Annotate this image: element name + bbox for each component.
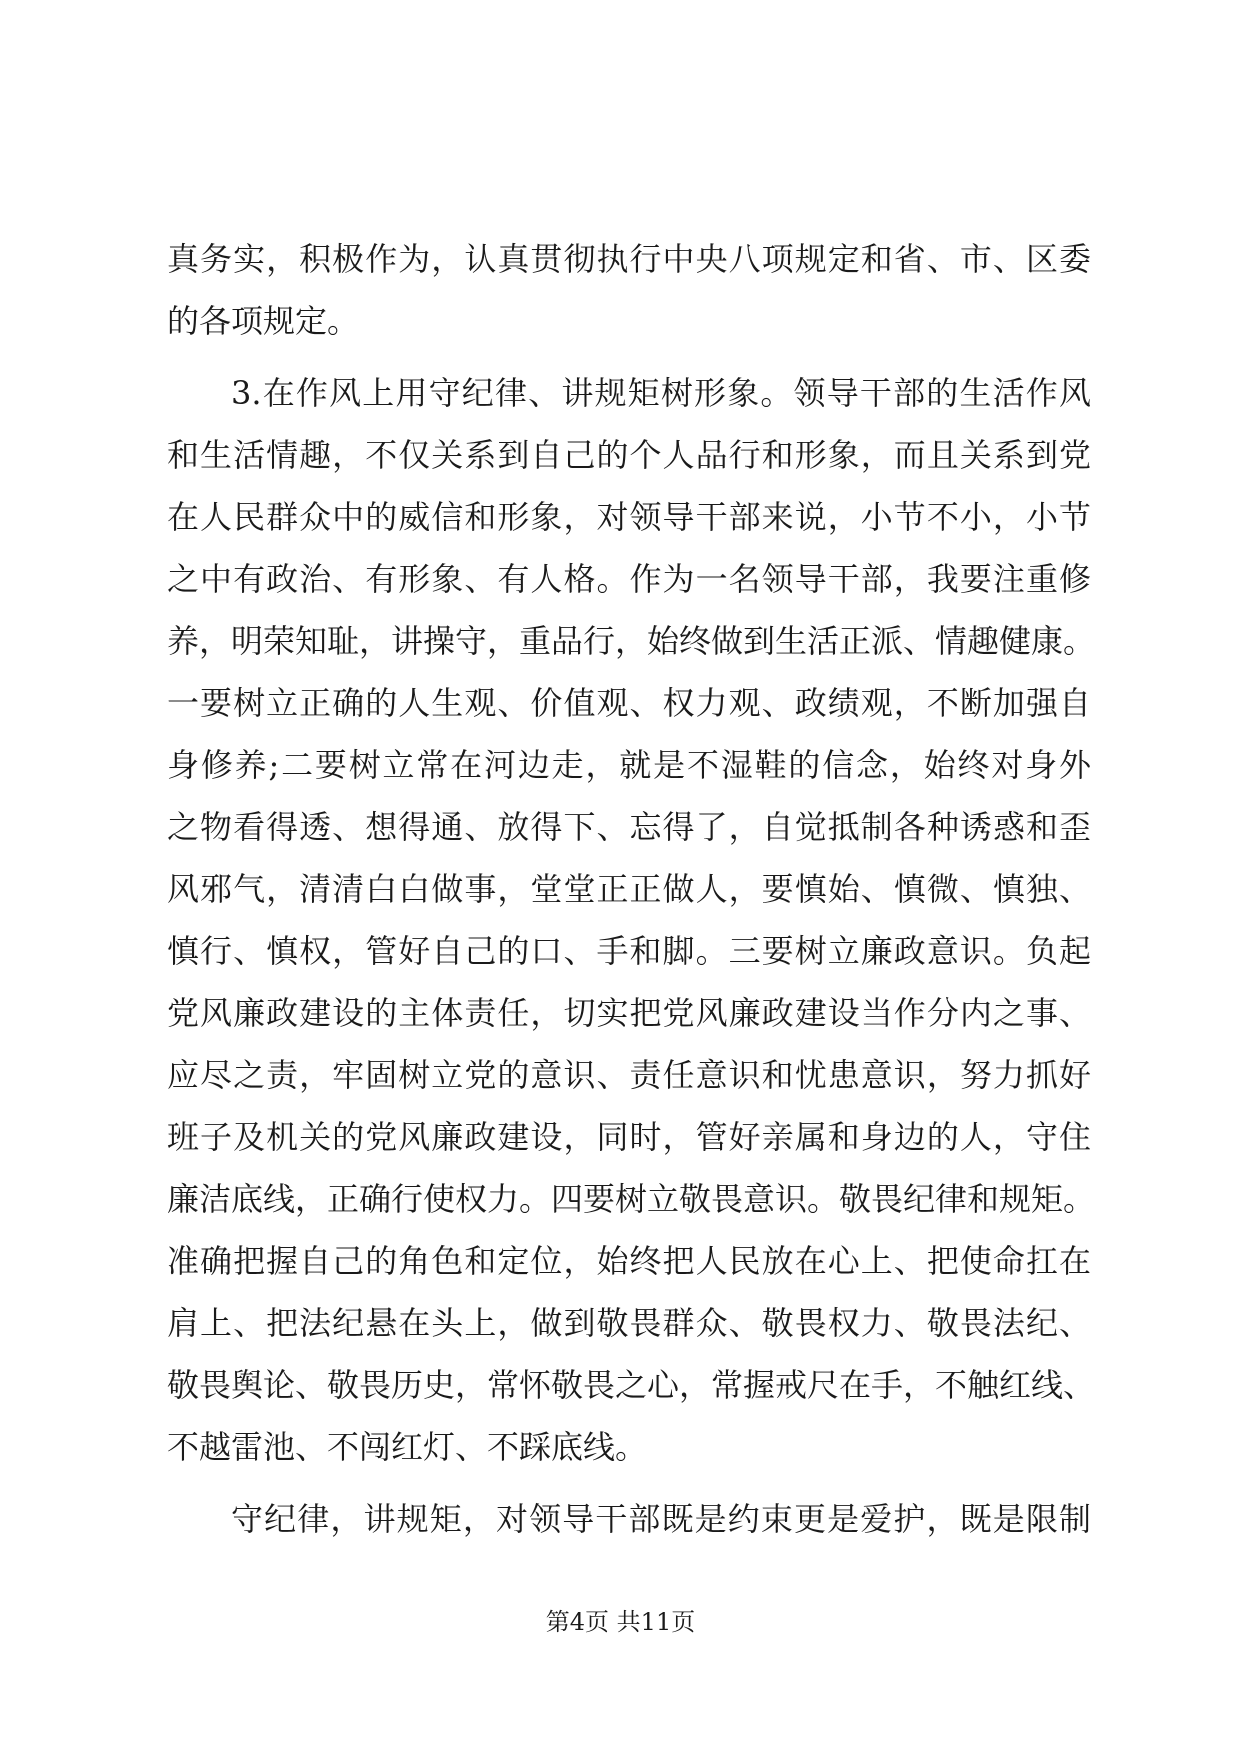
- text-line: 班子及机关的党风廉政建设，同时，管好亲属和身边的人，守住: [167, 1118, 1091, 1156]
- text-line: 应尽之责，牢固树立党的意识、责任意识和忧患意识，努力抓好: [167, 1056, 1091, 1094]
- text-line: 和生活情趣，不仅关系到自己的个人品行和形象，而且关系到党: [167, 436, 1091, 474]
- text-line: 之中有政治、有形象、有人格。作为一名领导干部，我要注重修: [167, 560, 1091, 598]
- paragraph-heading-line: 3.在作风上用守纪律、讲规矩树形象。领导干部的生活作风: [231, 374, 1091, 412]
- text-line: 慎行、慎权，管好自己的口、手和脚。三要树立廉政意识。负起: [167, 932, 1091, 970]
- text-line: 真务实，积极作为，认真贯彻执行中央八项规定和省、市、区委: [167, 240, 1091, 278]
- text-line: 不越雷池、不闯红灯、不踩底线。: [167, 1428, 648, 1466]
- page-number-footer: 第4页 共11页: [545, 1608, 696, 1636]
- text-line: 在人民群众中的威信和形象，对领导干部来说，小节不小，小节: [167, 498, 1091, 536]
- text-line: 风邪气，清清白白做事，堂堂正正做人，要慎始、慎微、慎独、: [167, 870, 1091, 908]
- text-line: 之物看得透、想得通、放得下、忘得了，自觉抵制各种诱惑和歪: [167, 808, 1091, 846]
- text-line: 一要树立正确的人生观、价值观、权力观、政绩观，不断加强自: [167, 684, 1091, 722]
- text-line: 准确把握自己的角色和定位，始终把人民放在心上、把使命扛在: [167, 1242, 1091, 1280]
- paragraph-start-line: 守纪律，讲规矩，对领导干部既是约束更是爱护，既是限制: [231, 1500, 1091, 1538]
- text-line: 身修养;二要树立常在河边走，就是不湿鞋的信念，始终对身外: [167, 746, 1091, 784]
- text-line: 党风廉政建设的主体责任，切实把党风廉政建设当作分内之事、: [167, 994, 1091, 1032]
- text-line: 养，明荣知耻，讲操守，重品行，始终做到生活正派、情趣健康。: [167, 622, 1096, 660]
- text-line: 敬畏舆论、敬畏历史，常怀敬畏之心，常握戒尺在手，不触红线、: [167, 1366, 1096, 1404]
- text-line: 肩上、把法纪悬在头上，做到敬畏群众、敬畏权力、敬畏法纪、: [167, 1304, 1091, 1342]
- document-body: [167, 228, 1096, 1550]
- text-line: 廉洁底线，正确行使权力。四要树立敬畏意识。敬畏纪律和规矩。: [167, 1180, 1096, 1218]
- text-line: 的各项规定。: [167, 302, 360, 340]
